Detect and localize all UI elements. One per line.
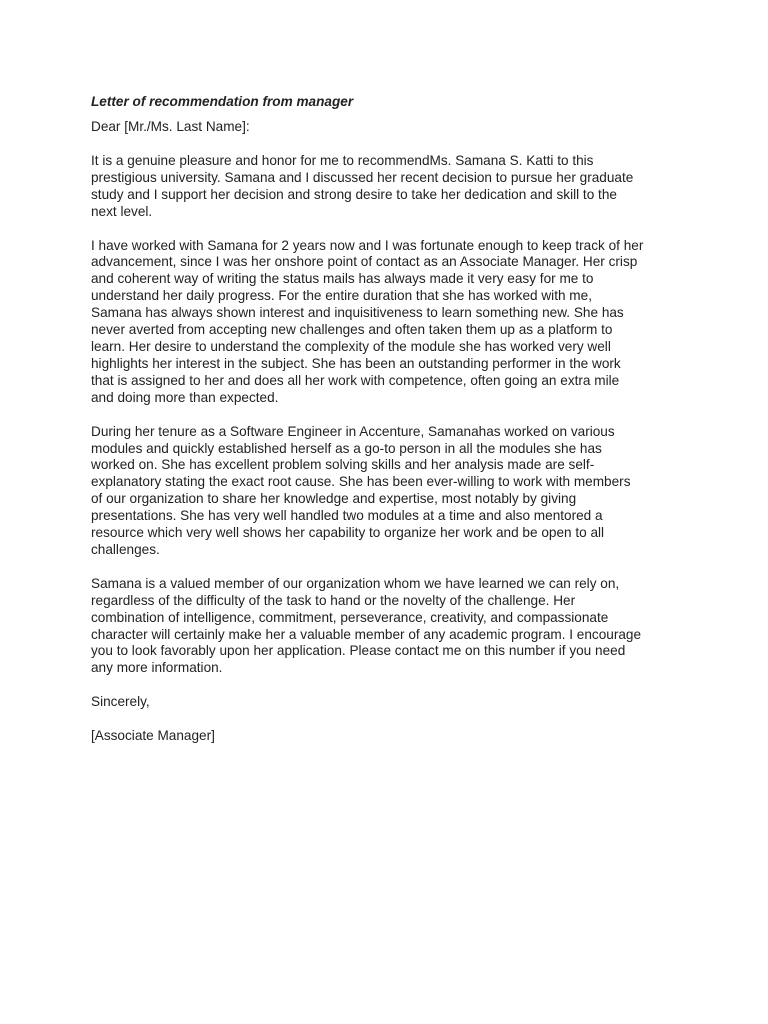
body-paragraph: [91, 424, 708, 559]
body-paragraph: [91, 576, 708, 677]
paragraph-line: that is assigned to her and does all her work with competence, often going an extra mile: [91, 372, 620, 388]
paragraph-line: prestigious university. Samana and I discussed her recent decision to pursue her graduate: [91, 169, 634, 185]
signature: [Associate Manager]: [91, 728, 215, 744]
paragraph-line: challenges.: [91, 541, 160, 557]
closing: Sincerely,: [91, 694, 150, 710]
letter-title: Letter of recommendation from manager: [91, 94, 354, 109]
paragraph-line: and doing more than expected.: [91, 389, 279, 405]
paragraph-line: of our organization to share her knowledge and expertise, most notably by giving: [91, 491, 577, 507]
paragraph-line: never averted from accepting new challenges and often taken them up as a platform to: [91, 322, 613, 338]
paragraph-line: study and I support her decision and strong desire to take her dedication and skill to the: [91, 186, 617, 202]
paragraph-line: learn. Her desire to understand the complexity of the module she has worked very well: [91, 338, 611, 354]
paragraph-line: combination of intelligence, commitment, perseverance, creativity, and compassionate: [91, 609, 609, 625]
paragraph-line: advancement, since I was her onshore point of contact as an Associate Manager. Her crisp: [91, 254, 638, 270]
paragraph-line: I have worked with Samana for 2 years now and I was fortunate enough to keep track of her: [91, 237, 644, 253]
paragraph-line: regardless of the difficulty of the task to hand or the novelty of the challenge. Her: [91, 592, 576, 608]
paragraph-line: Samana has always shown interest and inquisitiveness to learn something new. She has: [91, 305, 624, 321]
paragraph-line: and coherent way of writing the status mails has always made it very easy for me to: [91, 271, 594, 287]
paragraph-line: highlights her interest in the subject. She has been an outstanding performer in the work: [91, 355, 621, 371]
paragraph-line: resource which very well shows her capability to organize her work and be open to all: [91, 525, 605, 541]
paragraph-line: presentations. She has very well handled two modules at a time and also mentored a: [91, 508, 603, 524]
paragraph-line: worked on. She has excellent problem solving skills and her analysis made are self-: [91, 457, 595, 473]
paragraph-line: next level.: [91, 203, 153, 219]
paragraph-line: modules and quickly established herself as a go-to person in all the modules she has: [91, 440, 602, 456]
paragraph-line: It is a genuine pleasure and honor for me to recommendMs. Samana S. Katti to this: [91, 152, 594, 168]
paragraph-line: Samana is a valued member of our organization whom we have learned we can rely on,: [91, 575, 620, 591]
paragraph-line: During her tenure as a Software Engineer in Accenture, Samanahas worked on various: [91, 423, 615, 439]
letter-body: [91, 153, 708, 677]
paragraph-line: you to look favorably upon her application. Please contact me on this number if you need: [91, 643, 626, 659]
body-paragraph: [91, 153, 708, 221]
paragraph-line: any more information.: [91, 660, 223, 676]
paragraph-line: explanatory stating the exact root cause. She has been ever-willing to work with members: [91, 474, 631, 490]
paragraph-line: understand her daily progress. For the entire duration that she has worked with me,: [91, 288, 592, 304]
salutation: Dear [Mr./Ms. Last Name]:: [91, 119, 250, 134]
body-paragraph: [91, 238, 708, 407]
paragraph-line: character will certainly make her a valuable member of any academic program. I encourage: [91, 626, 642, 642]
